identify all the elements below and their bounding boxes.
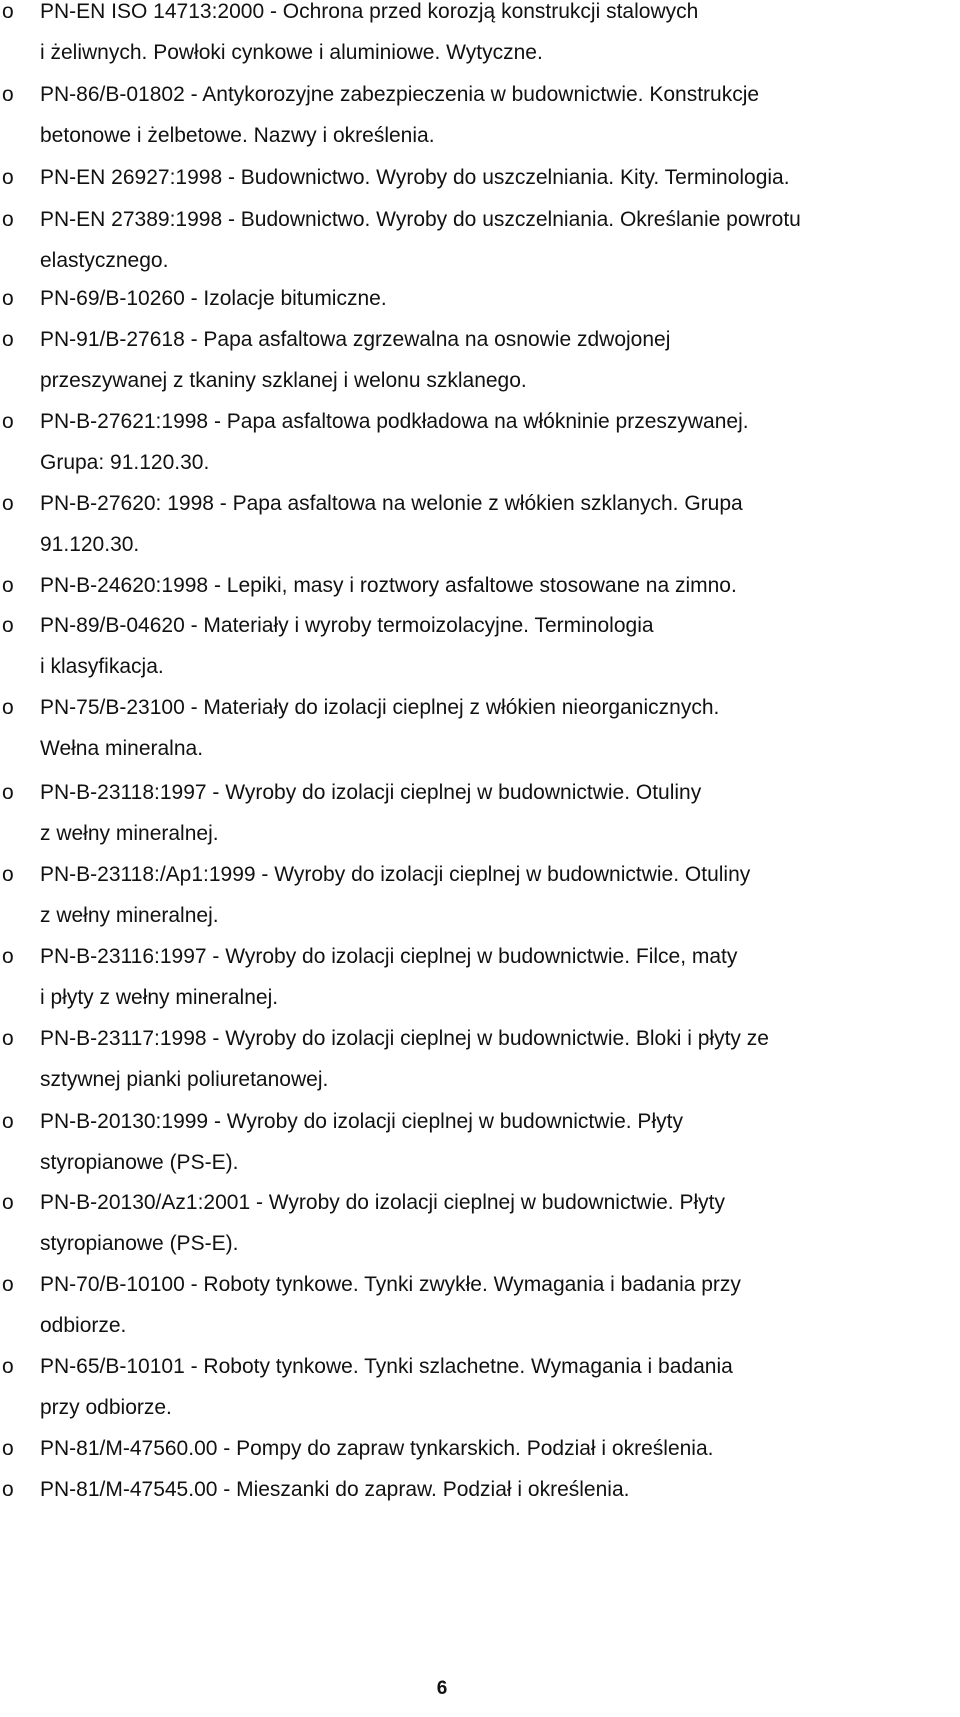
list-item-text: PN-B-20130/Az1:2001 - Wyroby do izolacji cieplnej w budownictwie. Płyty styropianowe (PS-E). xyxy=(40,1191,725,1255)
list-item-text: PN-91/B-27618 - Papa asfaltowa zgrzewalna na osnowie zdwojonej przeszywanej z tkaniny szklanej i welonu szklanego. xyxy=(40,328,671,392)
bullet-icon: o xyxy=(2,781,14,804)
list-item-text: PN-B-23117:1998 - Wyroby do izolacji cieplnej w budownictwie. Bloki i płyty ze sztywnej pianki poliuretanowej. xyxy=(40,1027,769,1091)
list-item-text: PN-EN ISO 14713:2000 - Ochrona przed korozją konstrukcji stalowych i żeliwnych. Powłoki cynkowe i aluminiowe. Wytyczne. xyxy=(40,0,699,64)
list-item-text: PN-89/B-04620 - Materiały i wyroby termoizolacyjne. Terminologia i klasyfikacja. xyxy=(40,614,654,678)
list-item-text: PN-81/M-47545.00 - Mieszanki do zapraw. Podział i określenia. xyxy=(40,1478,630,1501)
list-item-text: PN-86/B-01802 - Antykorozyjne zabezpieczenia w budownictwie. Konstrukcje betonowe i żelbetowe. Nazwy i określenia. xyxy=(40,83,760,147)
bullet-icon: o xyxy=(2,1110,14,1133)
bullet-icon: o xyxy=(2,287,14,310)
bullet-icon: o xyxy=(2,410,14,433)
bullet-icon: o xyxy=(2,166,14,189)
bullet-icon: o xyxy=(2,492,14,515)
list-item-text: PN-B-20130:1999 - Wyroby do izolacji cieplnej w budownictwie. Płyty styropianowe (PS-E). xyxy=(40,1110,683,1174)
bullet-icon: o xyxy=(2,1027,14,1050)
list-item-text: PN-81/M-47560.00 - Pompy do zapraw tynkarskich. Podział i określenia. xyxy=(40,1437,714,1460)
list-item-text: PN-65/B-10101 - Roboty tynkowe. Tynki szlachetne. Wymagania i badania przy odbiorze. xyxy=(40,1355,733,1419)
list-item-text: PN-75/B-23100 - Materiały do izolacji cieplnej z włókien nieorganicznych. Wełna mineralna. xyxy=(40,696,720,760)
bullet-icon: o xyxy=(2,1191,14,1214)
bullet-icon: o xyxy=(2,83,14,106)
list-item-text: PN-B-23116:1997 - Wyroby do izolacji cieplnej w budownictwie. Filce, maty i płyty z wełny mineralnej. xyxy=(40,945,738,1009)
list-item-text: PN-B-23118:/Ap1:1999 - Wyroby do izolacji cieplnej w budownictwie. Otuliny z wełny mineralnej. xyxy=(40,863,751,927)
bullet-icon: o xyxy=(2,945,14,968)
bullet-icon: o xyxy=(2,328,14,351)
bullet-icon: o xyxy=(2,0,14,23)
bullet-icon: o xyxy=(2,1273,14,1296)
list-item-text: PN-70/B-10100 - Roboty tynkowe. Tynki zwykłe. Wymagania i badania przy odbiorze. xyxy=(40,1273,741,1337)
list-item-text: PN-69/B-10260 - Izolacje bitumiczne. xyxy=(40,287,387,310)
list-item-text: PN-B-27620: 1998 - Papa asfaltowa na welonie z włókien szklanych. Grupa 91.120.30. xyxy=(40,492,743,556)
list-item-text: PN-B-23118:1997 - Wyroby do izolacji cieplnej w budownictwie. Otuliny z wełny mineralnej. xyxy=(40,781,702,845)
list-item-text: PN-EN 26927:1998 - Budownictwo. Wyroby do uszczelniania. Kity. Terminologia. xyxy=(40,166,790,189)
page-number: 6 xyxy=(436,1678,448,1699)
bullet-icon: o xyxy=(2,574,14,597)
bullet-icon: o xyxy=(2,696,14,719)
list-item-text: PN-B-24620:1998 - Lepiki, masy i roztwory asfaltowe stosowane na zimno. xyxy=(40,574,737,597)
bullet-icon: o xyxy=(2,1437,14,1460)
bullet-icon: o xyxy=(2,1478,14,1501)
list-item-text: PN-B-27621:1998 - Papa asfaltowa podkładowa na włókninie przeszywanej. Grupa: 91.120.30. xyxy=(40,410,749,474)
bullet-icon: o xyxy=(2,863,14,886)
bullet-icon: o xyxy=(2,208,14,231)
list-item-text: PN-EN 27389:1998 - Budownictwo. Wyroby do uszczelniania. Określanie powrotu elastycznego. xyxy=(40,208,801,272)
bullet-icon: o xyxy=(2,1355,14,1378)
bullet-icon: o xyxy=(2,614,14,637)
